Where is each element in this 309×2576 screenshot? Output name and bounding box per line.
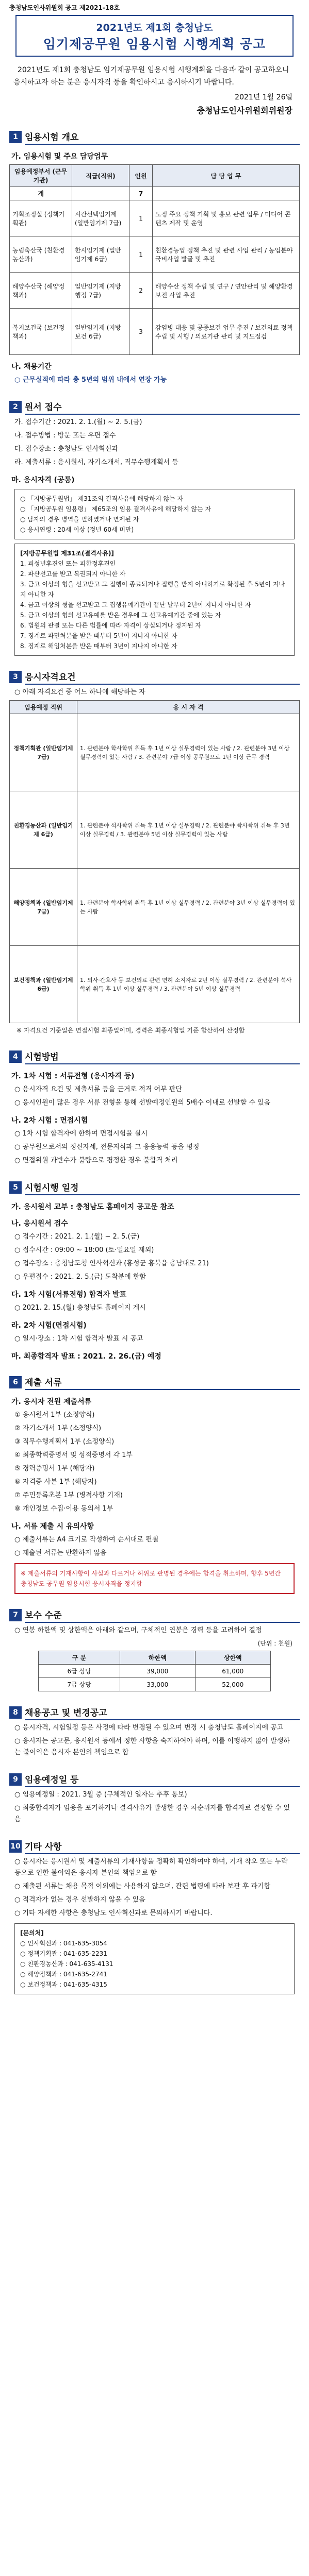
list-item: 가. 접수기간 : 2021. 2. 1.(월) ~ 2. 5.(금) [14, 418, 142, 426]
list-item: ○ 응시자는 공고문, 응시원서 등에서 정한 사항을 숙지하여야 하며, 이를 이행하지 않아 발생하는 불이익은 응시자 본인의 책임으로 함 [14, 1737, 290, 1756]
contact-box [14, 1923, 295, 1994]
list-item: ○ 임용예정일 : 2021. 3월 중 (구체적인 일자는 추후 통보) [14, 1791, 187, 1799]
section-appointment [9, 1772, 300, 1825]
list-item: ⑦ 주민등록초본 1부 (병적사항 기재) [14, 1492, 123, 1499]
list-item: 나. 접수방법 : 방문 또는 우편 접수 [14, 432, 116, 439]
list-item: 마. 최종합격자 발표 : 2021. 2. 26.(금) 예정 [11, 1352, 161, 1361]
unit-label: (단위 : 천원) [257, 1640, 292, 1647]
list-item: 가. 응시자 전원 제출서류 [11, 1398, 92, 1406]
column-header: 임용예정 직위 [10, 701, 77, 714]
column-header: 인원 [129, 165, 153, 187]
list-item: 6. 법원의 판결 또는 다른 법률에 따라 자격이 상실되거나 정지된 자 [20, 622, 201, 629]
section-title: 임용시험 개요 [25, 130, 300, 145]
period-text: ○ 근무실적에 따라 총 5년의 범위 내에서 연장 가능 [14, 376, 167, 384]
section-application [9, 399, 300, 656]
column-header: 상한액 [195, 1651, 270, 1665]
section-number: 2 [9, 401, 22, 413]
subsection-title: 마. 응시자격 (공통) [11, 476, 75, 484]
section-title: 기타 사항 [25, 1839, 300, 1854]
qualification-table [9, 700, 300, 1023]
subsection-title: 가. 임용시험 및 주요 담당업무 [11, 152, 108, 161]
section-intro: ○ 연봉 하한액 및 상한액은 아래와 같으며, 구체적인 연봉은 경력 등을 고려하여 결정 [14, 1626, 262, 1634]
table-row: 보건정책과 (일반임기제 6급) 1. 의사·간호사 등 보건의료 관련 면허 소지자로 2년 이상 실무경력 / 2. 관련분야 석사학위 취득 후 1년 이상 실무경력 / 3. 관련분야 5년 이상 실무경력 [10, 946, 300, 1023]
list-item: 나. 2차 시험 : 면접시험 [11, 1116, 88, 1125]
section-number: 8 [9, 1706, 22, 1719]
section-number: 5 [9, 1181, 22, 1194]
section-documents [9, 1375, 300, 1594]
list-item: 8. 징계로 해임처분을 받은 때부터 3년이 지나지 아니한 자 [20, 642, 177, 650]
law-title: [지방공무원법 제31조(결격사유)] [20, 550, 114, 557]
list-item: ○ 면접위원 과반수가 불량으로 평정한 경우 불합격 처리 [14, 1157, 178, 1164]
section-number: 10 [9, 1840, 22, 1853]
list-item: ○ 접수장소 : 충청남도청 인사혁신과 (홍성군 홍북읍 충남대로 21) [14, 1260, 209, 1267]
list-item: ○ 적격자가 없는 경우 선발하지 않을 수 있음 [14, 1896, 145, 1904]
list-item: 가. 1차 시험 : 서류전형 (응시자격 등) [11, 1072, 135, 1080]
section-intro: ○ 아래 자격요건 중 어느 하나에 해당하는 자 [14, 688, 145, 696]
section-salary [9, 1607, 300, 1691]
section-schedule [9, 1180, 300, 1361]
contact-item: ○ 정책기획관 : 041-635-2231 [20, 1950, 107, 1957]
section-number: 1 [9, 131, 22, 143]
list-item: 다. 접수장소 : 충청남도 인사혁신과 [14, 445, 118, 453]
subsection-title: 나. 채용기간 [11, 363, 52, 371]
section-title: 원서 접수 [25, 400, 300, 415]
section-number: 4 [9, 1050, 22, 1063]
list-item: ○ 제출서류는 A4 크기로 작성하여 순서대로 편철 [14, 1536, 159, 1544]
contact-title: [문의처] [20, 1929, 44, 1937]
list-item: ○ 일시·장소 : 1차 시험 합격자 발표 시 공고 [14, 1335, 143, 1343]
section-number: 7 [9, 1609, 22, 1621]
section-title: 시험시행 일정 [25, 1180, 300, 1195]
section-title: 임용예정일 등 [25, 1772, 300, 1787]
positions-table [9, 164, 300, 355]
column-header: 임용예정부서 (근무기관) [10, 165, 72, 187]
list-item: ○ 기타 자세한 사항은 충청남도 인사혁신과로 문의하시기 바랍니다. [14, 1909, 213, 1917]
notice-date: 2021년 1월 26일 [235, 93, 292, 101]
list-item: ○ 제출된 서류는 채용 목적 이외에는 사용하지 않으며, 관련 법령에 따라 보관 후 파기함 [14, 1883, 271, 1890]
section-title: 시험방법 [25, 1049, 300, 1064]
list-item: ④ 최종학력증명서 및 성적증명서 각 1부 [14, 1451, 133, 1459]
column-header: 하한액 [120, 1651, 195, 1665]
column-header: 직급(직위) [72, 165, 129, 187]
list-item: ⑥ 자격증 사본 1부 (해당자) [14, 1478, 97, 1486]
list-item: 가. 응시원서 교부 : 충청남도 홈페이지 공고문 참조 [11, 1203, 174, 1211]
section-title: 보수 수준 [25, 1608, 300, 1623]
table-row: 7급 상당 33,000 52,000 [39, 1678, 270, 1691]
list-item: ○ 접수시간 : 09:00 ~ 18:00 (토·일요일 제외) [14, 1246, 154, 1254]
list-item: 3. 금고 이상의 형을 선고받고 그 집행이 종료되거나 집행을 받지 아니하기로 확정된 후 5년이 지나지 아니한 자 [20, 581, 285, 598]
section-number: 3 [9, 671, 22, 683]
warning-box: ※ 제출서류의 기재사항이 사실과 다르거나 허위로 판명된 경우에는 합격을 취소하며, 향후 5년간 충청남도 공무원 임용시험 응시자격을 정지함 [14, 1563, 295, 1594]
section-number: 6 [9, 1376, 22, 1388]
list-item: ○ 제출된 서류는 반환하지 않음 [14, 1549, 107, 1557]
section-title: 채용공고 및 변경공고 [25, 1705, 300, 1720]
list-item: ○ 공무원으로서의 정신자세, 전문지식과 그 응용능력 등을 평정 [14, 1143, 200, 1151]
issuing-org: 충청남도인사위원회위원장 [197, 106, 292, 115]
list-item: ○ 응시자는 응시원서 및 제출서류의 기재사항을 정확히 확인하여야 하며, 기재 착오 또는 누락 등으로 인한 불이익은 응시자 본인의 책임으로 함 [14, 1858, 288, 1877]
section-etc [9, 1839, 300, 1994]
list-item: ○ 2021. 2. 15.(월) 충청남도 홈페이지 게시 [14, 1304, 146, 1312]
list-item: ○ 우편접수 : 2021. 2. 5.(금) 도착분에 한함 [14, 1273, 146, 1281]
intro-text: 2021년도 제1회 충청남도 임기제공무원 임용시험 시행계획을 다음과 같이 공고하오니 응시하고자 하는 분은 응시자격 등을 확인하시고 응시하시기 바랍니다. [13, 66, 289, 87]
title-box [15, 15, 294, 57]
list-item: ○ 응시인원이 많은 경우 서류 전형을 통해 선발예정인원의 5배수 이내로 선발할 수 있음 [14, 1099, 271, 1107]
table-row: 정책기획관 (일반임기제 7급) 1. 관련분야 학사학위 취득 후 1년 이상 실무경력이 있는 사람 / 2. 관련분야 3년 이상 실무경력이 있는 사람 / 3. 관련분야 7급 이상 공무원으로 1년 이상 근무 경력 [10, 714, 300, 791]
list-item: ○ 「지방공무원 임용령」 제65조의 임용 결격사유에 해당하지 않는 자 [20, 505, 212, 513]
list-item: 다. 1차 시험(서류전형) 합격자 발표 [11, 1291, 127, 1299]
table-row: 기획조정실 (정책기획관) 시간선택임기제 (일반임기제 7급) 1 도정 주요 정책 기획 및 홍보 관련 업무 / 미디어 콘텐츠 제작 및 운영 [10, 200, 300, 236]
footnote: ※ 자격요건 기준일은 면접시험 최종일이며, 경력은 최종시험일 기준 합산하여 산정함 [17, 1027, 245, 1034]
list-item: ○ 응시연령 : 20세 이상 (정년 60세 미만) [20, 526, 134, 533]
list-item: 5. 금고 이상의 형의 선고유예를 받은 경우에 그 선고유예기간 중에 있는 자 [20, 612, 221, 619]
section-changes [9, 1705, 300, 1758]
table-row: 복지보건국 (보건정책과) 일반임기제 (지방보건 6급) 3 감염병 대응 및 공중보건 업무 추진 / 보건의료 정책 수립 및 시행 / 의료기관 관리 및 지도점검 [10, 309, 300, 355]
list-item: ○ 남자의 경우 병역을 필하였거나 면제된 자 [20, 516, 139, 523]
section-overview [9, 129, 300, 386]
list-item: ③ 직무수행계획서 1부 (소정양식) [14, 1438, 115, 1446]
section-title: 제출 서류 [25, 1375, 300, 1390]
list-item: 라. 제출서류 : 응시원서, 자기소개서, 직무수행계획서 등 [14, 459, 178, 466]
notice-number: 충청남도인사위원회 공고 제2021-18호 [9, 4, 120, 11]
list-item: ○ 응시자격, 시험일정 등은 사정에 따라 변경될 수 있으며 변경 시 충청남도 홈페이지에 공고 [14, 1724, 284, 1732]
table-row: 친환경농산과 (일반임기제 6급) 1. 관련분야 석사학위 취득 후 1년 이상 실무경력 / 2. 관련분야 학사학위 취득 후 3년 이상 실무경력 / 3. 관련분야 5년 이상 실무경력이 있는 사람 [10, 791, 300, 869]
list-item: 7. 징계로 파면처분을 받은 때부터 5년이 지나지 아니한 자 [20, 632, 177, 639]
law-box [14, 544, 295, 656]
list-item: ⑧ 개인정보 수집·이용 동의서 1부 [14, 1505, 113, 1513]
table-row: 농림축산국 (친환경농산과) 한시임기제 (일반임기제 6급) 1 친환경농업 정책 추진 및 관련 사업 관리 / 농업분야 국비사업 발굴 및 추진 [10, 236, 300, 273]
table-row: 계 7 [10, 187, 300, 200]
list-item: ⑤ 경력증명서 1부 (해당자) [14, 1465, 95, 1472]
column-header: 응 시 자 격 [77, 701, 300, 714]
title-line-1: 2021년도 제1회 충청남도 [96, 22, 213, 33]
list-item: 1. 피성년후견인 또는 피한정후견인 [20, 560, 116, 567]
contact-item: ○ 친환경농산과 : 041-635-4131 [20, 1960, 113, 1968]
list-item: ① 응시원서 1부 (소정양식) [14, 1411, 95, 1419]
contact-item: ○ 인사혁신과 : 041-635-3054 [20, 1940, 107, 1947]
column-header: 담 당 업 무 [153, 165, 300, 187]
salary-table [38, 1651, 270, 1691]
contact-item: ○ 보건정책과 : 041-635-4315 [20, 1981, 107, 1988]
table-row: 6급 상당 39,000 61,000 [39, 1665, 270, 1678]
qualification-box [14, 489, 295, 539]
contact-item: ○ 해양정책과 : 041-635-2741 [20, 1971, 107, 1978]
list-item: ○ 응시자격 요건 및 제출서류 등을 근거로 적격 여부 판단 [14, 1086, 182, 1093]
section-qualifications [9, 669, 300, 1036]
list-item: 나. 응시원서 접수 [11, 1219, 68, 1228]
section-number: 9 [9, 1773, 22, 1786]
table-row: 해양수산국 (해양정책과) 일반임기제 (지방행정 7급) 2 해양수산 정책 수립 및 연구 / 연안관리 및 해양환경 보전 사업 추진 [10, 273, 300, 309]
list-item: ○ 접수기간 : 2021. 2. 1.(월) ~ 2. 5.(금) [14, 1233, 140, 1241]
list-item: 나. 서류 제출 시 유의사항 [11, 1522, 94, 1531]
list-item: 4. 금고 이상의 형을 선고받고 그 집행유예기간이 끝난 날부터 2년이 지나지 아니한 자 [20, 601, 251, 608]
list-item: 2. 파산선고를 받고 복권되지 아니한 자 [20, 570, 126, 578]
section-title: 응시자격요건 [25, 670, 300, 685]
list-item: ○ 최종합격자가 임용을 포기하거나 결격사유가 발생한 경우 차순위자를 합격자로 결정할 수 있음 [14, 1804, 290, 1823]
column-header: 구 분 [39, 1651, 120, 1665]
title-line-2: 임기제공무원 임용시험 시행계획 공고 [43, 37, 266, 52]
table-row: 해양정책과 (일반임기제 7급) 1. 관련분야 학사학위 취득 후 1년 이상 실무경력 / 2. 관련분야 3년 이상 실무경력이 있는 사람 [10, 869, 300, 946]
section-exam-method [9, 1049, 300, 1166]
list-item: 라. 2차 시험(면접시험) [11, 1321, 87, 1330]
list-item: ○ 「지방공무원법」 제31조의 결격사유에 해당하지 않는 자 [20, 495, 184, 502]
list-item: ② 자기소개서 1부 (소정양식) [14, 1425, 102, 1432]
list-item: ○ 1차 시험 합격자에 한하여 면접시험을 실시 [14, 1130, 148, 1138]
